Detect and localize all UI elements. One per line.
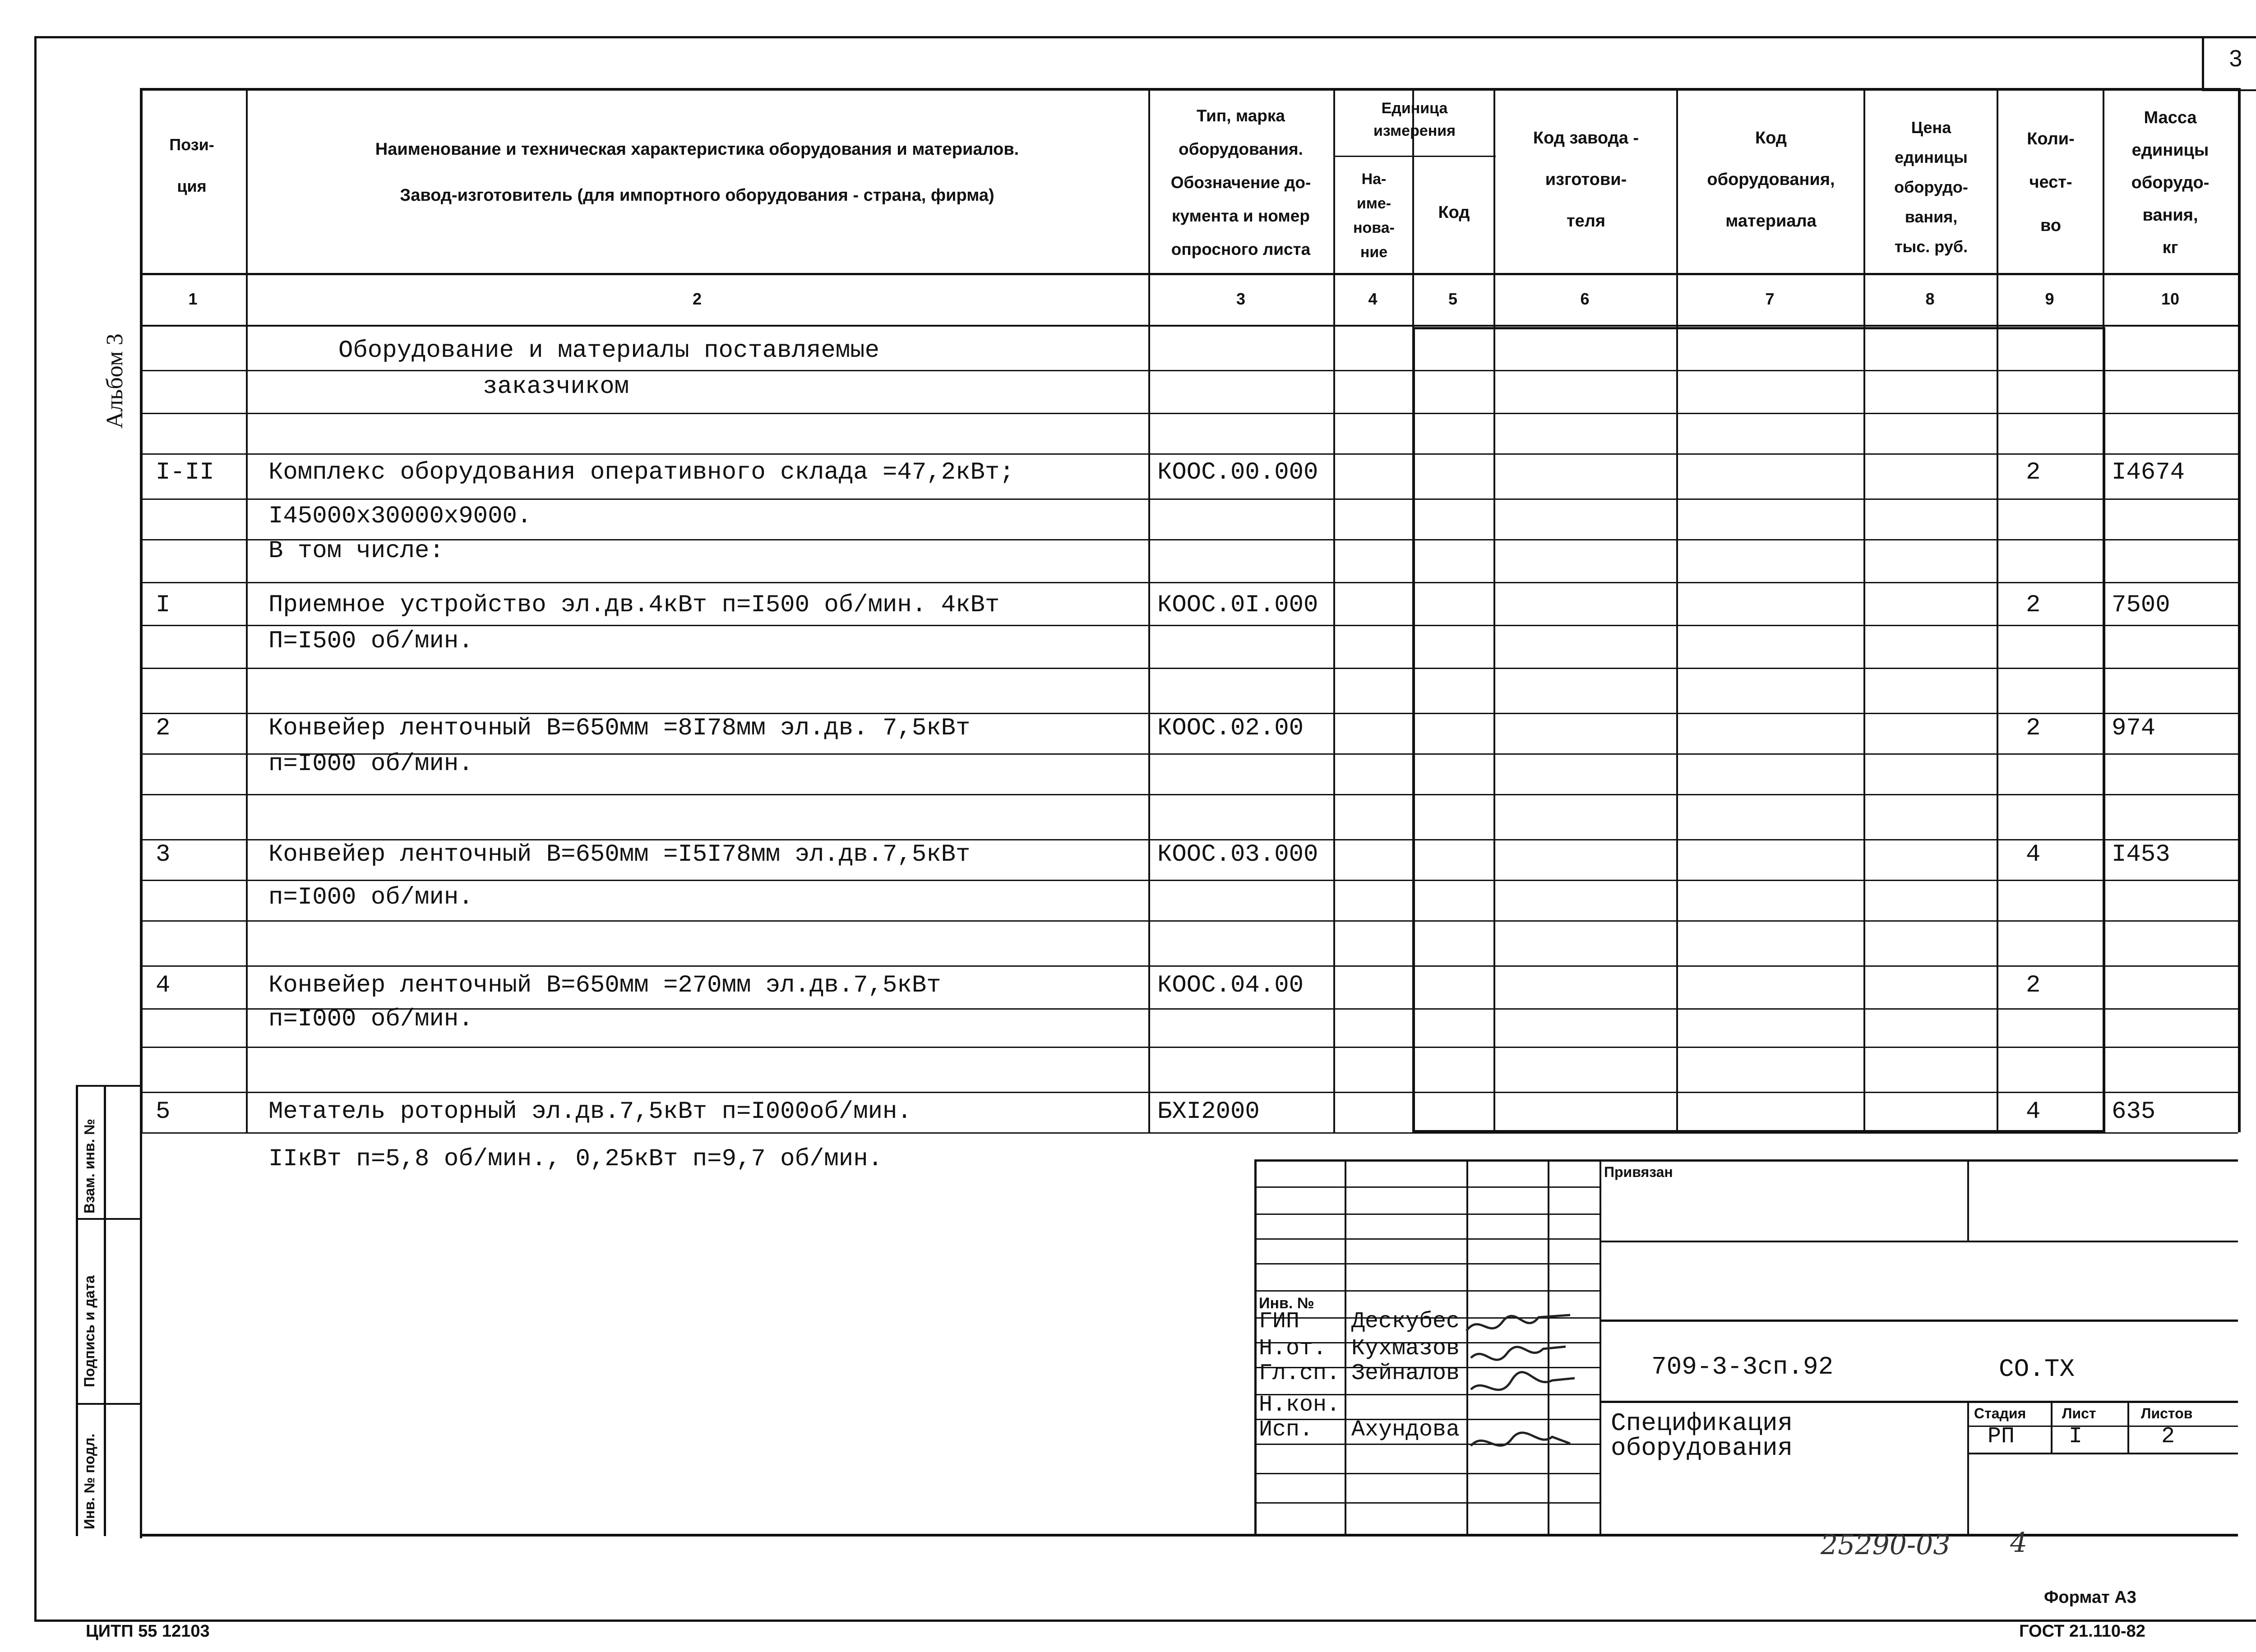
row-divider xyxy=(140,1047,2238,1048)
row-divider xyxy=(140,839,2238,840)
tb-row xyxy=(1254,1214,1600,1215)
row-type: КООС.0I.000 xyxy=(1157,591,1318,619)
row-name: п=I000 об/мин. xyxy=(268,884,473,911)
row-name: п=I000 об/мин. xyxy=(268,750,473,778)
column-divider xyxy=(1997,88,1998,1132)
stamp-original-inv: Инв. № подл. xyxy=(81,1433,97,1529)
row-quantity: 2 xyxy=(2026,715,2041,742)
tb-top xyxy=(1254,1159,2238,1162)
column-number: 6 xyxy=(1580,290,1590,308)
header-bottom xyxy=(140,273,2238,275)
signoff-role: Гл.сп. xyxy=(1259,1361,1341,1386)
header-col-unit: Единица измерения xyxy=(1373,100,1456,139)
header-col-name: Наименование и техническая характеристика оборудования и материалов. Завод-изготовитель (для импортного оборудования - страна, фирма) xyxy=(375,140,1019,205)
signoff-name: Кухмазов xyxy=(1351,1336,1460,1361)
tb-row xyxy=(1254,1473,1600,1474)
row-position: 4 xyxy=(156,972,171,999)
row-quantity: 4 xyxy=(2026,1098,2041,1126)
bold-frame-bottom xyxy=(1412,1130,2105,1133)
signoff-role: Н.от. xyxy=(1259,1336,1327,1361)
row-divider xyxy=(140,920,2238,922)
row-quantity: 2 xyxy=(2026,972,2041,999)
row-type: КООС.03.000 xyxy=(1157,841,1318,868)
signoff-name: Ахундова xyxy=(1351,1417,1460,1443)
row-divider xyxy=(140,668,2238,669)
sheets-value: 2 xyxy=(2161,1424,2175,1449)
header-col-qty: Коли- чест- во xyxy=(2027,129,2075,235)
sheet-value: I xyxy=(2069,1424,2083,1449)
row-divider xyxy=(140,582,2238,583)
unit-subheader-divider xyxy=(1333,156,1496,157)
stamp-replace-inv: Взам. инв. № xyxy=(81,1119,97,1214)
row-position: I xyxy=(156,591,171,619)
column-divider xyxy=(246,88,248,1132)
tb-row xyxy=(1254,1263,1600,1264)
row-divider xyxy=(140,413,2238,414)
column-number: 4 xyxy=(1368,290,1378,308)
signatures xyxy=(1462,1313,1579,1462)
row-quantity: 2 xyxy=(2026,591,2041,619)
bold-frame-right xyxy=(2103,327,2105,1132)
column-divider xyxy=(140,88,143,1132)
row-name: В том числе: xyxy=(268,537,444,565)
bold-frame-left xyxy=(1412,327,1415,1132)
doc-code: 709-3-3сп.92 xyxy=(1651,1352,1834,1381)
row-position: 5 xyxy=(156,1098,171,1126)
row-name: Комплекс оборудования оперативного склада =47,2кВт; xyxy=(268,459,1014,486)
row-mass: I4674 xyxy=(2112,459,2185,486)
signoff-role: Исп. xyxy=(1259,1417,1313,1443)
row-mass: 7500 xyxy=(2112,591,2170,619)
row-divider xyxy=(140,498,2238,500)
tb-right-row xyxy=(1600,1401,2238,1403)
privyazan-label: Привязан xyxy=(1604,1164,1673,1180)
row-type: КООС.00.000 xyxy=(1157,459,1318,486)
row-name: Конвейер ленточный В=650мм =270мм эл.дв.7,5кВт xyxy=(268,972,941,999)
doc-mark: СО.ТХ xyxy=(1999,1355,2075,1384)
bold-frame-top xyxy=(1412,327,2105,329)
header-col-position: Пози- ция xyxy=(169,135,214,195)
column-divider xyxy=(1863,88,1865,1132)
column-divider xyxy=(1148,88,1150,1132)
row-name: Конвейер ленточный В=650мм =I5I78мм эл.дв.7,5кВт xyxy=(268,841,971,868)
outer-frame-left xyxy=(34,36,37,1622)
header-col-equipment-code: Код оборудования, материала xyxy=(1707,129,1835,231)
format-label: Формат А3 xyxy=(2044,1588,2136,1607)
album-label: Альбом 3 xyxy=(102,333,128,429)
header-col-factory-code: Код завода - изготови- теля xyxy=(1533,129,1639,231)
row-mass: 635 xyxy=(2112,1098,2156,1126)
stage-value: РП xyxy=(1988,1424,2015,1449)
column-divider xyxy=(1676,88,1678,1132)
row-position: I-II xyxy=(156,459,214,486)
tb-col xyxy=(1600,1159,1601,1534)
row-type: КООС.04.00 xyxy=(1157,972,1304,999)
column-number: 8 xyxy=(1925,290,1935,308)
outer-frame-bottom xyxy=(34,1620,2256,1622)
sheets-label: Листов xyxy=(2141,1405,2193,1421)
row-divider xyxy=(140,713,2238,714)
row-name: Конвейер ленточный В=650мм =8I78мм эл.дв. 7,5кВт xyxy=(268,715,971,742)
inv-no-label: Инв. № xyxy=(1259,1295,1314,1312)
column-divider xyxy=(2238,88,2241,1132)
doc-title-line2: оборудования xyxy=(1611,1434,1793,1463)
row-divider xyxy=(140,453,2238,455)
tb-col xyxy=(1345,1159,1346,1534)
section-title-line1: Оборудование и материалы поставляемые xyxy=(338,337,879,365)
signoff-role: ГИП xyxy=(1259,1309,1300,1334)
tb-stage-col xyxy=(2127,1401,2129,1453)
row-name: Метатель роторный эл.дв.7,5кВт п=I000об/мин. xyxy=(268,1098,912,1126)
column-number: 10 xyxy=(2161,290,2180,308)
row-mass: I453 xyxy=(2112,841,2170,868)
column-number: 5 xyxy=(1448,290,1458,308)
column-number: 1 xyxy=(188,290,198,308)
column-number: 9 xyxy=(2045,290,2054,308)
lower-left-frame xyxy=(140,1132,142,1538)
header-col-type: Тип, марка оборудования. Обозначение до- кумента и номер опросного листа xyxy=(1170,106,1311,258)
tb-right-col xyxy=(1967,1159,1969,1241)
row-mass: 974 xyxy=(2112,715,2156,742)
column-number: 7 xyxy=(1765,290,1775,308)
table-top xyxy=(140,88,2238,91)
doc-title-line1: Спецификация xyxy=(1611,1409,1793,1438)
tb-stage-row xyxy=(1967,1453,2238,1454)
signoff-name: Зейналов xyxy=(1351,1361,1460,1386)
handwritten-number: 25290-03 xyxy=(1821,1529,1951,1561)
row-divider xyxy=(140,965,2238,967)
row-type: БХI2000 xyxy=(1157,1098,1260,1126)
tb-row xyxy=(1254,1238,1600,1240)
tb-right-row xyxy=(1600,1241,2238,1242)
row-name: Приемное устройство эл.дв.4кВт п=I500 об/мин. 4кВт xyxy=(268,591,1000,619)
tb-row xyxy=(1254,1290,1600,1292)
signoff-role: Н.кон. xyxy=(1259,1392,1341,1418)
header-col-mass: Масса единицы оборудо- вания, кг xyxy=(2131,108,2210,257)
tb-stage-col xyxy=(2051,1401,2053,1453)
row-divider xyxy=(140,794,2238,795)
footer-right: ГОСТ 21.110-82 xyxy=(2019,1622,2145,1641)
outer-frame-top xyxy=(34,36,2256,38)
row-position: 3 xyxy=(156,841,171,868)
row-name: I45000x30000x9000. xyxy=(268,503,532,530)
tb-stage-col xyxy=(1967,1401,1969,1534)
footer-left: ЦИТП 55 12103 xyxy=(86,1622,210,1641)
column-number: 3 xyxy=(1236,290,1246,308)
numbers-bottom xyxy=(140,325,2238,327)
row-quantity: 4 xyxy=(2026,841,2041,868)
row-name: п=I000 об/мин. xyxy=(268,1006,473,1033)
row-quantity: 2 xyxy=(2026,459,2041,486)
sheet-label: Лист xyxy=(2062,1405,2096,1421)
section-title-line2: заказчиком xyxy=(483,373,629,401)
row-divider xyxy=(140,625,2238,626)
row-divider xyxy=(140,1092,2238,1093)
header-col-unit-code: Код xyxy=(1438,203,1470,222)
tb-row xyxy=(1254,1186,1600,1188)
column-divider xyxy=(1493,88,1495,1132)
signoff-name: Дескубес xyxy=(1351,1309,1460,1334)
stage-label: Стадия xyxy=(1974,1405,2026,1421)
tb-right-row xyxy=(1600,1320,2238,1322)
stamp-signature-date: Подпись и дата xyxy=(81,1275,97,1387)
tb-row xyxy=(1254,1502,1600,1504)
column-number: 2 xyxy=(692,290,702,308)
after-table-line: IIкВт п=5,8 об/мин., 0,25кВт п=9,7 об/мин. xyxy=(268,1145,883,1173)
tb-left xyxy=(1254,1159,1257,1534)
header-col-price: Цена единицы оборудо- вания, тыс. руб. xyxy=(1894,118,1968,256)
row-name: П=I500 об/мин. xyxy=(268,628,473,655)
row-type: КООС.02.00 xyxy=(1157,715,1304,742)
handwritten-page: 4 xyxy=(2010,1527,2028,1559)
row-divider xyxy=(140,370,2238,371)
column-divider xyxy=(1333,88,1335,1132)
sheet-corner-number: 3 xyxy=(2229,46,2242,72)
row-divider xyxy=(140,539,2238,540)
row-divider xyxy=(140,880,2238,881)
header-col-unit-name: На- име- нова- ние xyxy=(1353,171,1395,261)
row-position: 2 xyxy=(156,715,171,742)
